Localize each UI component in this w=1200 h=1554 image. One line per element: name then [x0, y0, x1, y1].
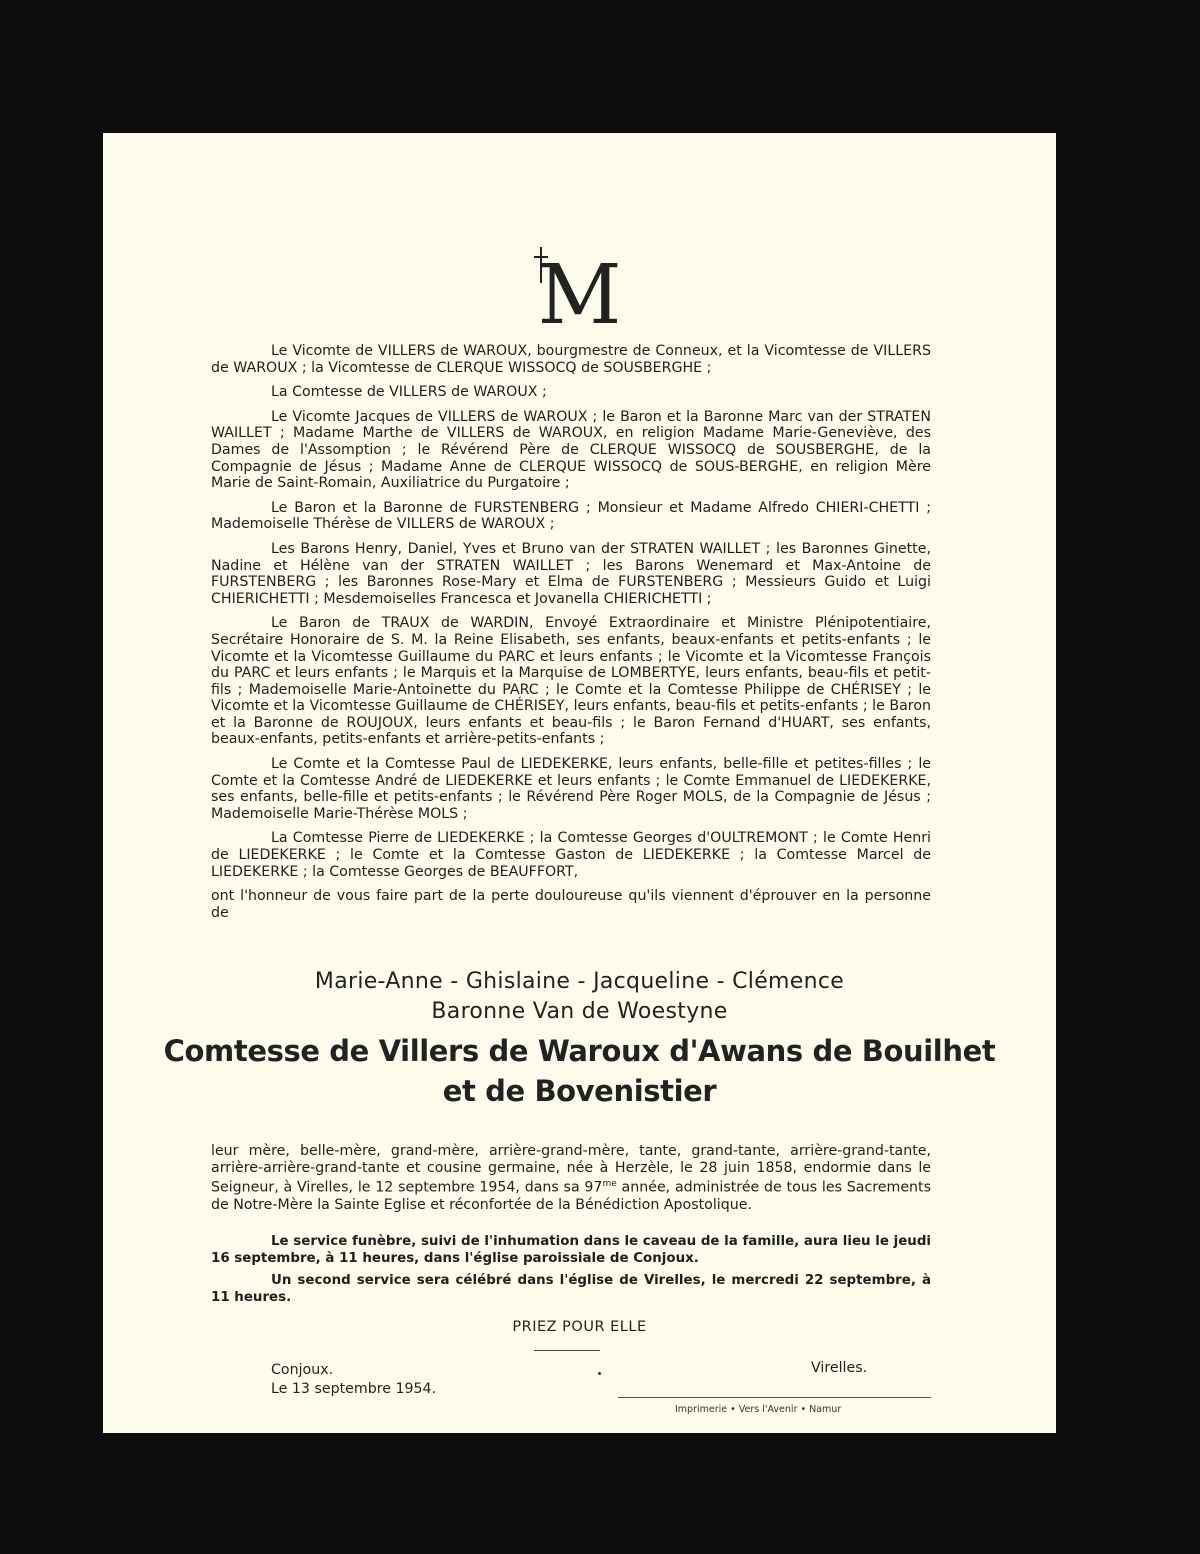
family-list	[211, 343, 931, 929]
printer-credit: Imprimerie • Vers l'Avenir • Namur	[675, 1404, 842, 1415]
service-details	[211, 1233, 931, 1311]
deceased-given-names: Marie-Anne - Ghislaine - Jacqueline - Clémence	[314, 969, 845, 994]
funeral-notice	[103, 133, 1056, 1433]
place-date	[271, 1361, 436, 1399]
printer-divider	[618, 1397, 931, 1398]
dot	[598, 1372, 601, 1375]
right-place: Virelles.	[811, 1360, 868, 1376]
announcement-text: ont l'honneur de vous faire part de la perte douloureuse qu'ils viennent d'éprouver en la personne de	[211, 888, 931, 921]
family-paragraph: Le Vicomte Jacques de VILLERS de WAROUX ; le Baron et la Baronne Marc van der STRATEN WAILLET ; Madame Marthe de VILLERS de WAROUX, en religion Madame Marie-Geneviève, des Dames de l'Assomption ; le Révérend Père de CLERQUE WISSOCQ de SOUSBERGHE, de la Compagnie de Jésus ; Madame Anne de CLERQUE WISSOCQ de SOUS-BERGHE, en religion Mère Marie de Saint-Romain, Auxiliatrice du Purgatoire ;	[211, 408, 931, 492]
family-paragraph: Le Baron et la Baronne de FURSTENBERG ; Monsieur et Madame Alfredo CHIERI-CHETTI ; Mademoiselle Thérèse de VILLERS de WAROUX ;	[211, 499, 931, 533]
family-paragraph: Le Comte et la Comtesse Paul de LIEDEKERKE, leurs enfants, belle-fille et petites-filles ; le Comte et la Comtesse André de LIEDEKERKE et leurs enfants ; le Comte Emmanuel de LIEDEKERKE, ses enfants, belle-fille et petits-enfants ; le Révérend Père Roger MOLS, de la Compagnie de Jésus ; Mademoiselle Marie-Thérèse MOLS ;	[211, 756, 931, 822]
family-paragraph: Le Vicomte de VILLERS de WAROUX, bourgmestre de Conneux, et la Vicomtesse de VILLERS de WAROUX ; la Vicomtesse de CLERQUE WISSOCQ de SOUSBERGHE ;	[211, 343, 931, 376]
deceased-name-block	[103, 967, 1056, 1111]
prayer-line: PRIEZ POUR ELLE	[512, 1319, 647, 1335]
deceased-birth-title: Baronne Van de Woestyne	[431, 999, 728, 1024]
monogram-letter: M	[537, 248, 622, 343]
deceased-title-line1: Comtesse de Villers de Waroux d'Awans de Bouilhet	[163, 1034, 996, 1068]
ordinal-suffix: me	[602, 1179, 617, 1190]
deceased-title-line2: et de Bovenistier	[442, 1074, 717, 1108]
family-paragraph: La Comtesse de VILLERS de WAROUX ;	[271, 384, 547, 401]
first-service: Le service funèbre, suivi de l'inhumation dans le caveau de la famille, aura lieu le jeudi 16 septembre, à 11 heures, dans l'église paroissiale de Conjoux.	[211, 1234, 931, 1266]
deceased-description	[211, 1143, 931, 1213]
left-place: Conjoux.	[271, 1362, 334, 1378]
description-text: leur mère, belle-mère, grand-mère, arrière-grand-mère, tante, grand-tante, arrière-grand-tante, arrière-arrière-grand-tante et cousine germaine, née à Herzèle, le 28 juin 1858, endormie dans le Seigneur, à Virelles, le 12 septembre 1954, dans sa 97	[211, 1143, 931, 1196]
family-paragraph: La Comtesse Pierre de LIEDEKERKE ; la Comtesse Georges d'OULTREMONT ; le Comte Henri de LIEDEKERKE ; le Comte et la Comtesse Gaston de LIEDEKERKE ; la Comtesse Marcel de LIEDEKERKE ; la Comtesse Georges de BEAUFFORT,	[211, 830, 931, 880]
family-paragraph: Les Barons Henry, Daniel, Yves et Bruno van der STRATEN WAILLET ; les Baronnes Ginette, Nadine et Hélène van der STRATEN WAILLET ; les Barons Wenemard et Max-Antoine de FURSTENBERG ; les Baronnes Rose-Mary et Elma de FURSTENBERG ; Messieurs Guido et Luigi CHIERICHETTI ; Mesdemoiselles Francesca et Jovanella CHIERICHETTI ;	[211, 540, 931, 607]
cross-icon	[531, 245, 551, 285]
second-service: Un second service sera célébré dans l'église de Virelles, le mercredi 22 septembre, à 11 heures.	[211, 1273, 931, 1305]
marian-monogram	[103, 248, 1056, 343]
description-text-end: année, administrée de tous les Sacrements de Notre-Mère la Sainte Eglise et réconfortée de la Bénédiction Apostolique.	[211, 1179, 932, 1213]
family-paragraph: Le Baron de TRAUX de WARDIN, Envoyé Extraordinaire et Ministre Plénipotentiaire, Secrétaire Honoraire de S. M. la Reine Elisabeth, ses enfants, beaux-enfants et petits-enfants ; le Vicomte et la Vicomtesse Guillaume du PARC et leurs enfants ; le Vicomte et la Vicomtesse François du PARC et leurs enfants ; le Marquis et la Marquise de LOMBERTYE, leurs enfants, beau-fils et petit-fils ; Mademoiselle Marie-Antoinette du PARC ; le Comte et la Comtesse Philippe de CHÉRISEY ; le Vicomte et la Vicomtesse Guillaume de CHÉRISEY, leurs enfants, beau-fils et petits-enfants ; le Baron et la Baronne de ROUJOUX, leurs enfants et beau-fils ; le Baron Fernand d'HUART, ses enfants, beaux-enfants, petits-enfants et arrière-petits-enfants ;	[211, 615, 931, 748]
divider	[534, 1350, 600, 1351]
left-date: Le 13 septembre 1954.	[271, 1381, 437, 1397]
